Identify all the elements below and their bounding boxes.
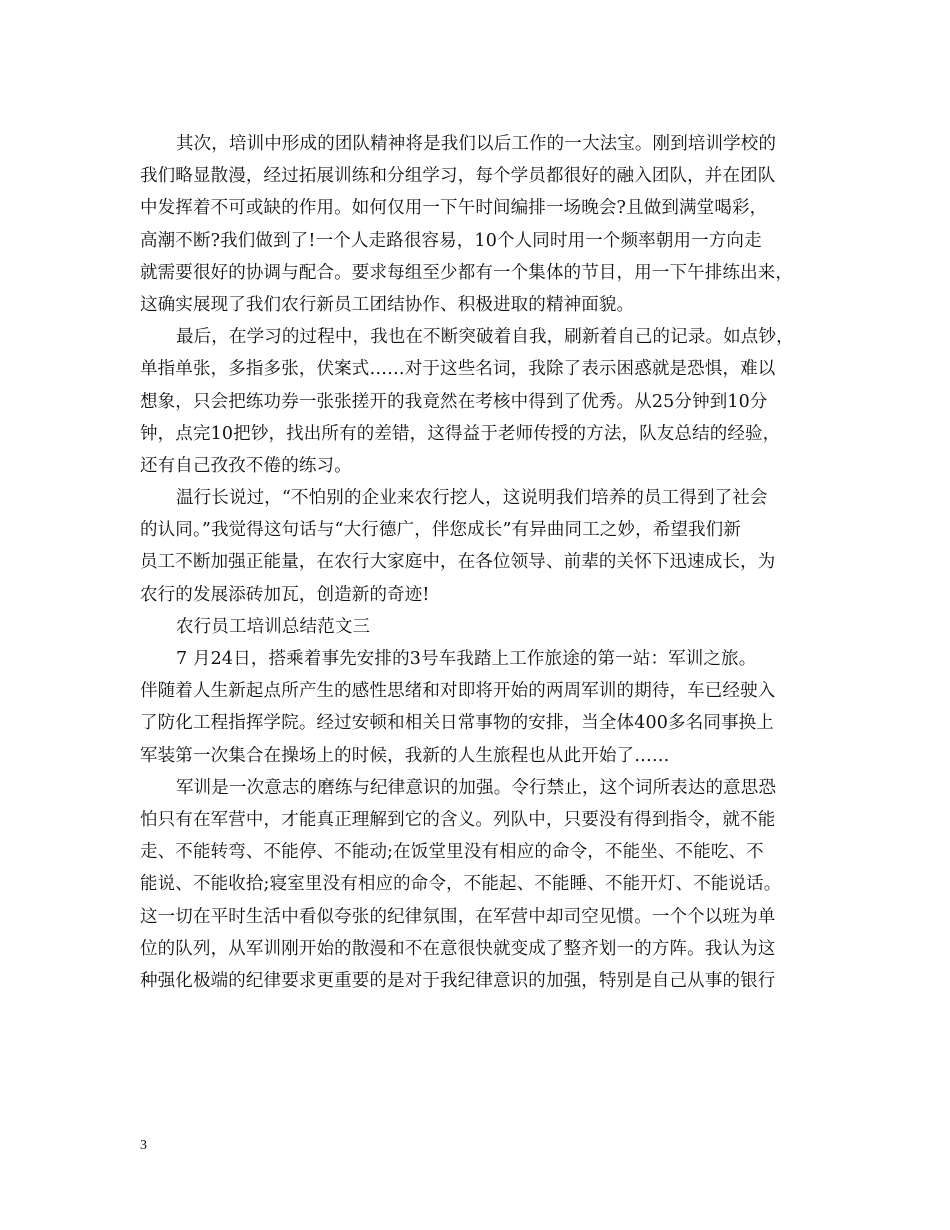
text-line: 军训是一次意志的磨练与纪律意识的加强。令行禁止，这个词所表达的意思恐	[176, 777, 777, 798]
text-line: 能说、不能收拾;寝室里没有相应的命令，不能起、不能睡、不能开灯、不能说话。	[140, 874, 782, 895]
document-body	[140, 128, 820, 997]
text-line: 中发挥着不可或缺的作用。如何仅用一下午时间编排一场晚会?且做到满堂喝彩，	[140, 198, 768, 219]
text-line: 最后，在学习的过程中，我也在不断突破着自我，刷新着自己的记录。如点钞，	[176, 327, 794, 348]
text-line: 了防化工程指挥学院。经过安顿和相关日常事物的安排，当全体400多名同事换上	[140, 713, 774, 734]
text-line: 军装第一次集合在操场上的时候，我新的人生旅程也从此开始了……	[140, 745, 670, 766]
text-line: 温行长说过，“不怕别的企业来农行挖人，这说明我们培养的员工得到了社会	[176, 488, 768, 509]
text-line: 想象，只会把练功券一张张搓开的我竟然在考核中得到了优秀。从25分钟到10分	[140, 391, 768, 412]
text-line: 还有自己孜孜不倦的练习。	[140, 455, 352, 476]
text-line: 这一切在平时生活中看似夸张的纪律氛围，在军营中却司空见惯。一个个以班为单	[140, 906, 776, 927]
page-number: 3	[140, 1138, 147, 1153]
text-line: 高潮不断?我们做到了!一个人走路很容易，10个人同时用一个频率朝用一方向走	[140, 230, 762, 251]
text-line: 怕只有在军营中，才能真正理解到它的含义。列队中，只要没有得到指令，就不能	[140, 809, 776, 830]
text-line: 伴随着人生新起点所产生的感性思绪和对即将开始的两周军训的期待，车已经驶入	[140, 681, 776, 702]
text-line: 就需要很好的协调与配合。要求每组至少都有一个集体的节目，用一下午排练出来，	[140, 262, 794, 283]
text-line: 的认同。”我觉得这句话与“大行德广，伴您成长”有异曲同工之妙，希望我们新	[140, 520, 741, 541]
text-line: 钟，点完10把钞，找出所有的差错，这得益于老师传授的方法，队友总结的经验，	[140, 423, 781, 444]
text-line: 其次，培训中形成的团队精神将是我们以后工作的一大法宝。刚到培训学校的	[176, 134, 777, 154]
text-line: 这确实展现了我们农行新员工团结协作、积极进取的精神面貌。	[140, 294, 635, 315]
text-line: 员工不断加强正能量，在农行大家庭中，在各位领导、前辈的关怀下迅速成长，为	[140, 552, 776, 573]
text-line: 农行的发展添砖加瓦，创造新的奇迹!	[140, 584, 430, 605]
text-line: 种强化极端的纪律要求更重要的是对于我纪律意识的加强，特别是自己从事的银行	[140, 970, 776, 991]
text-line: 单指单张，多指多张，伏案式……对于这些名词，我除了表示困惑就是恐惧，难以	[140, 359, 776, 380]
text-line: 7 月24日，搭乘着事先安排的3号车我踏上工作旅途的第一站：军训之旅。	[176, 649, 757, 669]
text-line: 走、不能转弯、不能停、不能动;在饭堂里没有相应的命令，不能坐、不能吃、不	[140, 842, 764, 863]
text-line: 位的队列，从军训刚开始的散漫和不在意很快就变成了整齐划一的方阵。我认为这	[140, 938, 776, 959]
text-line: 农行员工培训总结范文三	[176, 616, 371, 637]
text-line: 我们略显散漫，经过拓展训练和分组学习，每个学员都很好的融入团队，并在团队	[140, 166, 776, 187]
